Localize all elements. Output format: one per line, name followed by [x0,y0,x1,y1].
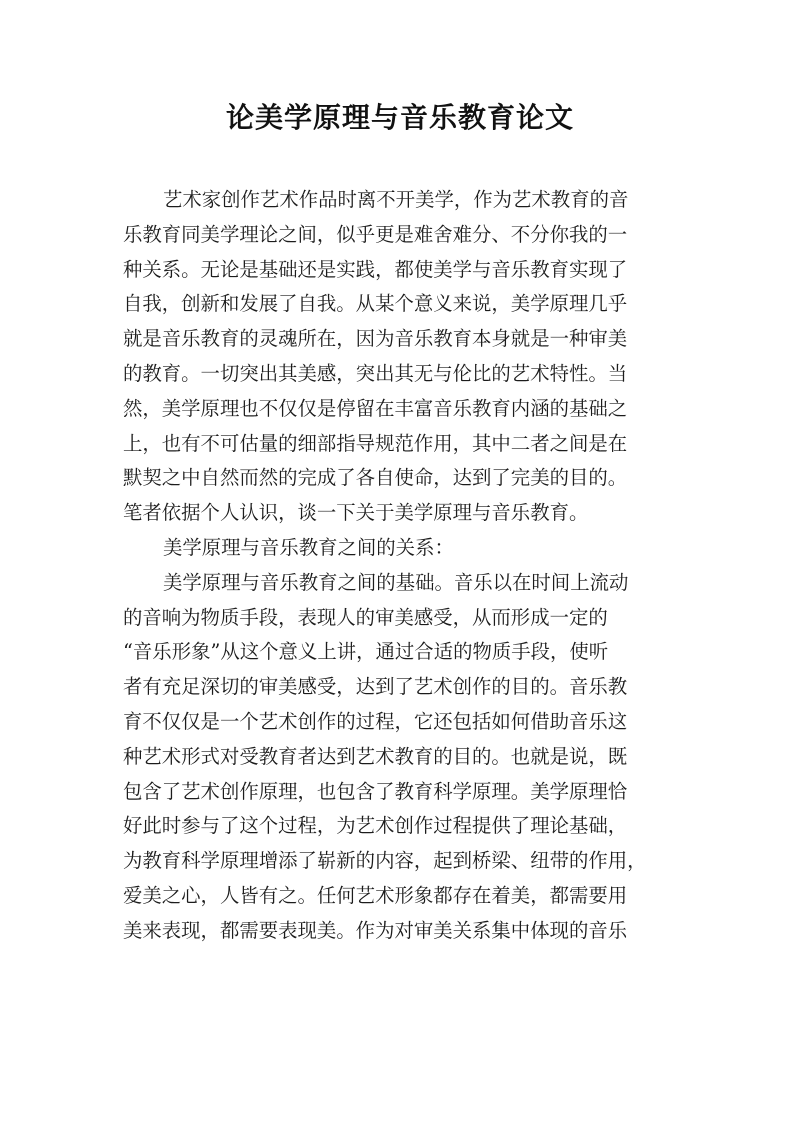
body-line: 默契之中自然而然的完成了各自使命，达到了完美的目的。 [123,466,628,490]
document-title: 论美学原理与音乐教育论文 [225,101,574,134]
body-line: 包含了艺术创作原理，也包含了教育科学原理。美学原理恰 [123,779,628,803]
body-line: 然，美学原理也不仅仅是停留在丰富音乐教育内涵的基础之 [123,396,628,420]
body-line: “音乐形象”从这个意义上讲，通过合适的物质手段，使听 [123,640,609,664]
body-line: 的音响为物质手段，表现人的审美感受，从而形成一定的 [123,605,608,629]
body-line: 自我，创新和发展了自我。从某个意义来说，美学原理几乎 [123,292,628,316]
body-line: 艺术家创作艺术作品时离不开美学，作为艺术教育的音 [163,188,629,211]
body-line: 为教育科学原理增添了崭新的内容，起到桥梁、纽带的作用， [123,849,647,873]
body-line: 笔者依据个人认识，谈一下关于美学原理与音乐教育。 [123,501,589,525]
body-line: 者有充足深切的审美感受，达到了艺术创作的目的。音乐教 [123,675,628,699]
body-line: 种关系。无论是基础还是实践，都使美学与音乐教育实现了 [123,257,628,281]
body-line: 育不仅仅是一个艺术创作的过程，它还包括如何借助音乐这 [123,709,628,733]
body-line: 就是音乐教育的灵魂所在，因为音乐教育本身就是一种审美 [123,327,628,351]
body-line: 好此时参与了这个过程，为艺术创作过程提供了理论基础， [123,814,628,838]
section-heading: 美学原理与音乐教育之间的关系： [163,535,454,559]
body-line: 种艺术形式对受教育者达到艺术教育的目的。也就是说，既 [123,744,628,768]
document-body [123,183,683,949]
body-line: 爱美之心，人皆有之。任何艺术形象都存在着美，都需要用 [123,883,628,907]
body-line: 的教育。一切突出其美感，突出其无与伦比的艺术特性。当 [123,361,628,385]
body-line: 乐教育同美学理论之间，似乎更是难舍难分、不分你我的一 [123,222,628,246]
body-line: 美学原理与音乐教育之间的基础。音乐以在时间上流动 [163,570,629,594]
body-line: 美来表现，都需要表现美。作为对审美关系集中体现的音乐 [123,918,628,942]
body-line: 上，也有不可估量的细部指导规范作用，其中二者之间是在 [123,431,628,455]
